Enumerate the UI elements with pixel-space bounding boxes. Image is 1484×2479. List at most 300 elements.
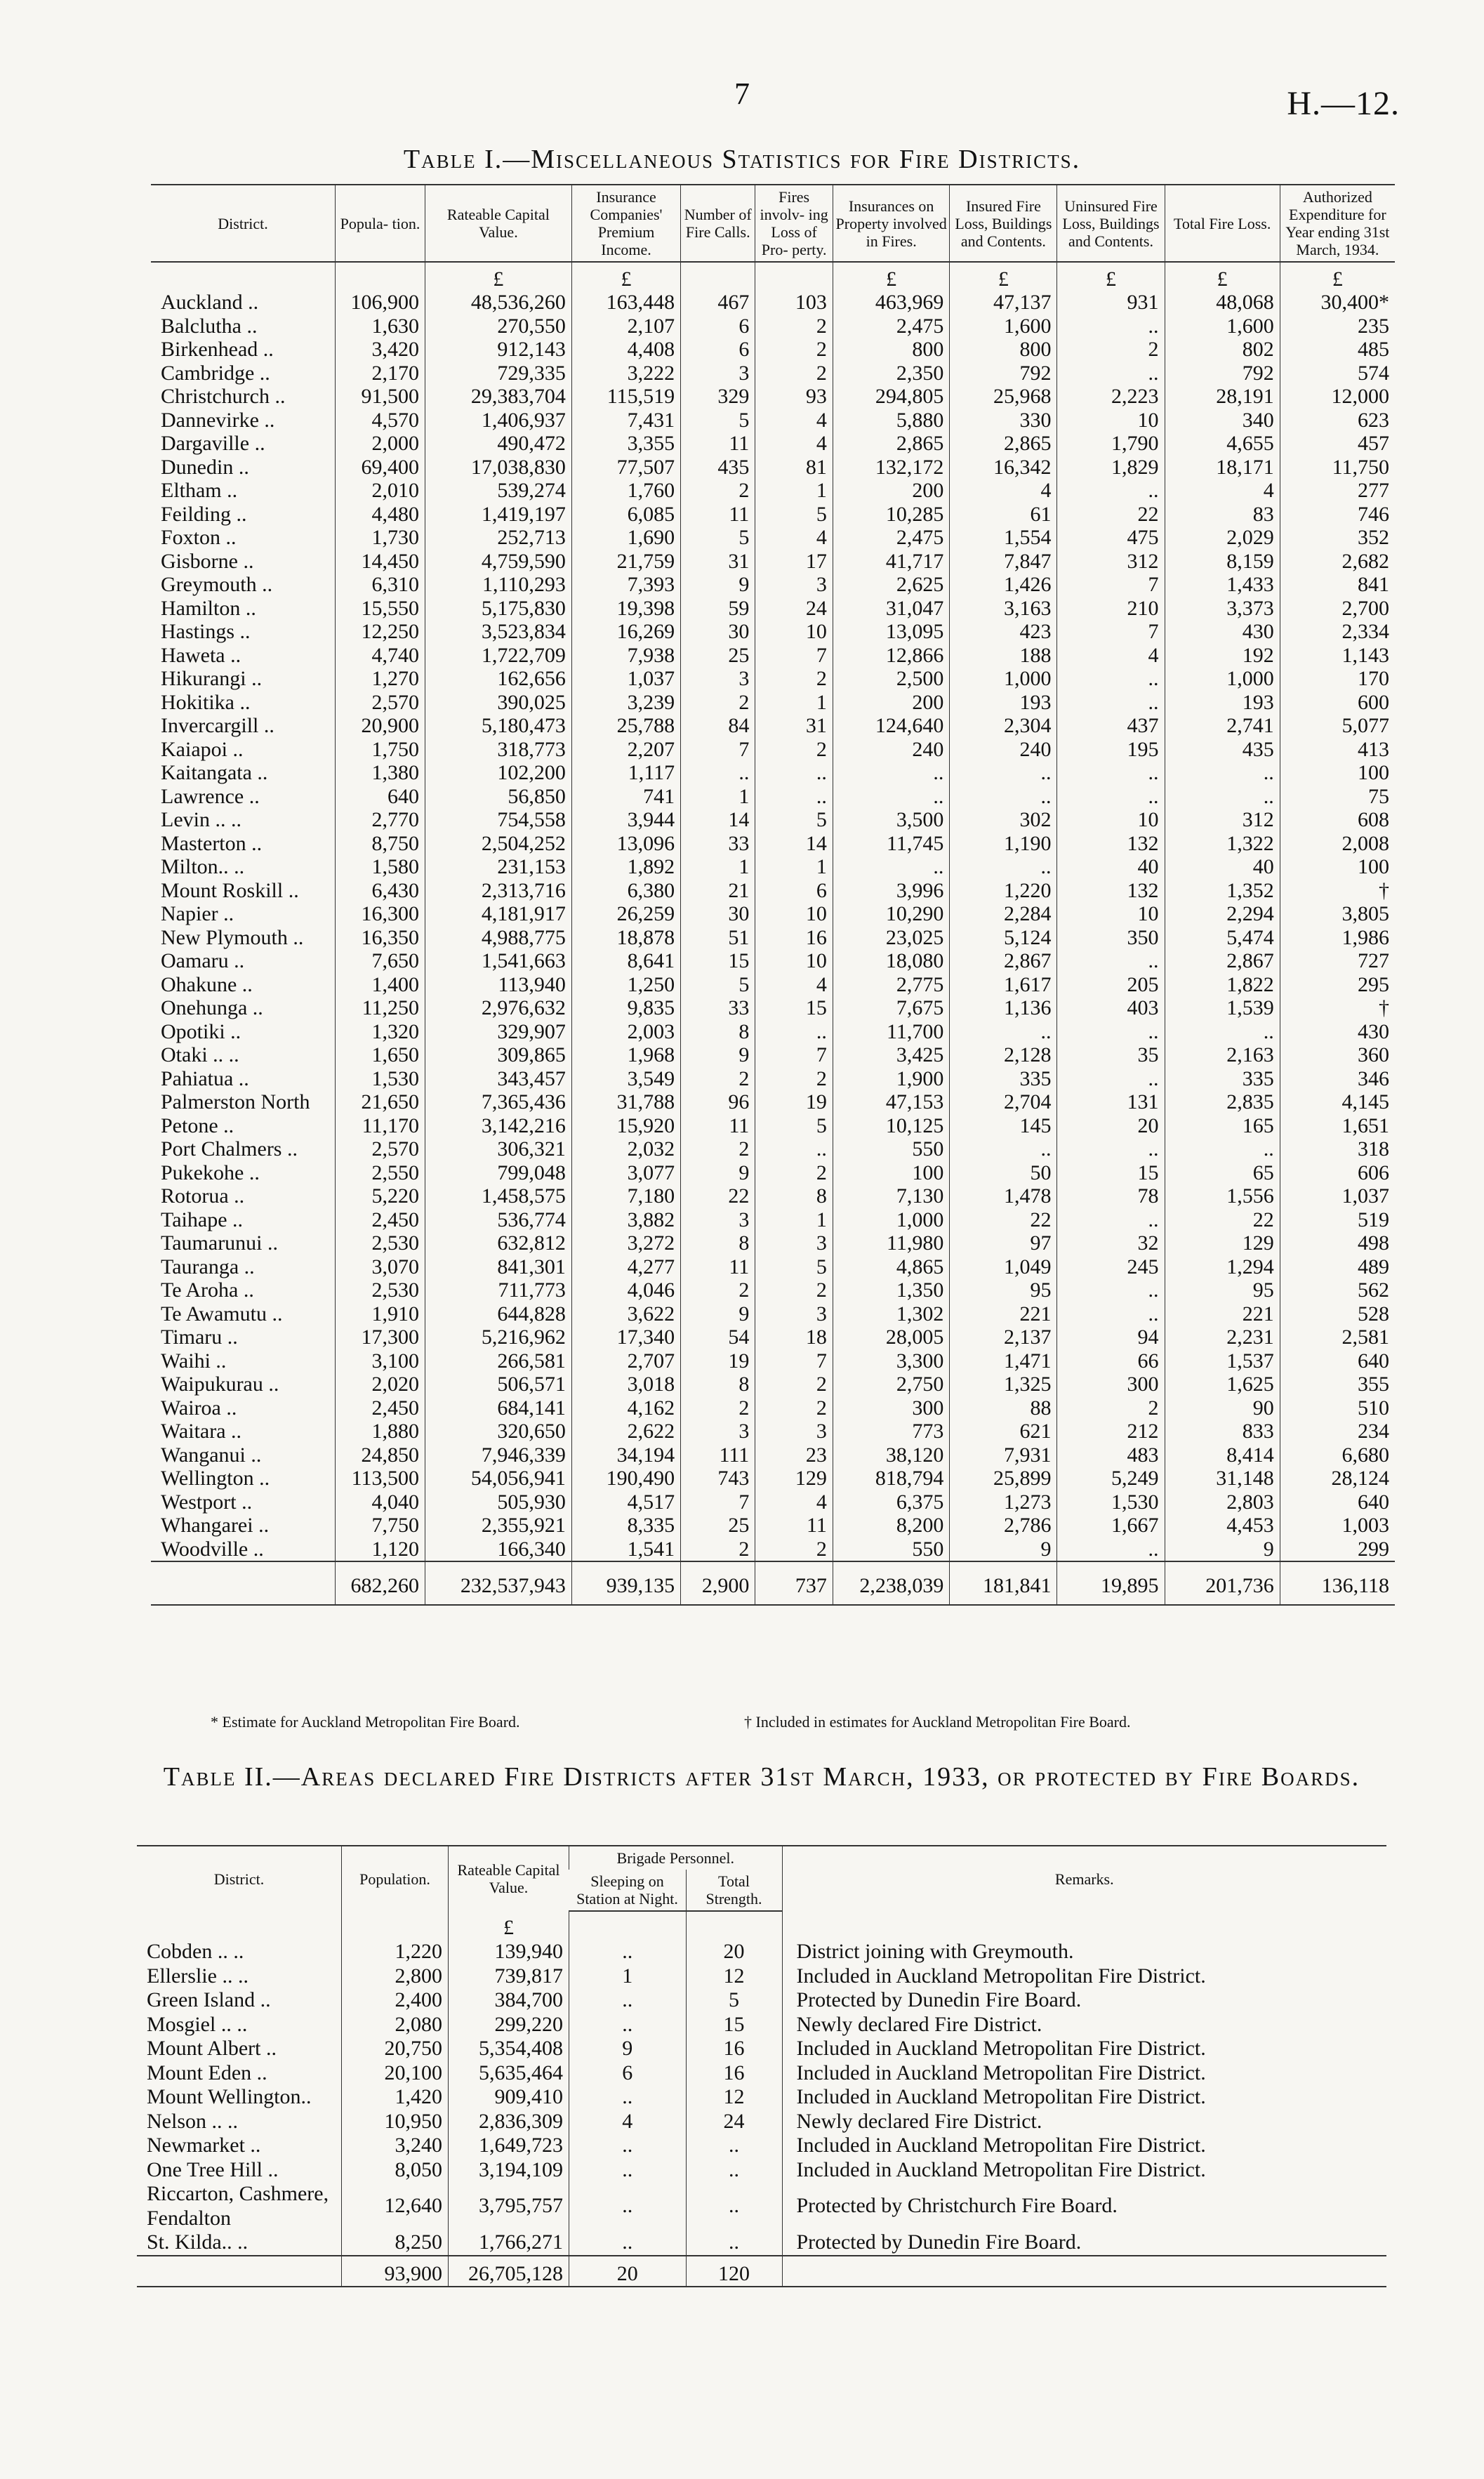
t1-cell: 2,475 [833, 315, 949, 338]
t2-total-row [137, 2256, 1386, 2287]
t1-cell: 1,822 [1165, 973, 1280, 997]
t1-cell: 8 [681, 1373, 755, 1396]
t2-population: 1,220 [342, 1940, 449, 1964]
t1-cell: 3,500 [833, 808, 949, 832]
t1-cell: 132,172 [833, 456, 949, 480]
district-name: Waihi .. [161, 1349, 227, 1373]
footnote-dagger: † Included in estimates for Auckland Metropolitan Fire Board. [744, 1713, 1131, 1731]
t1-cell: 1,110,293 [425, 573, 571, 597]
t1-cell: 11,980 [833, 1231, 949, 1255]
t1-cell: 1,651 [1280, 1114, 1395, 1138]
t1-row [151, 808, 1395, 832]
t1-cell: 931 [1057, 291, 1165, 315]
t1-cell: .. [1165, 761, 1280, 785]
t1-cell: 510 [1280, 1396, 1395, 1420]
t1-cell: 318,773 [425, 738, 571, 762]
t1-cell: 5,220 [336, 1184, 425, 1208]
t1-cell: 2,334 [1280, 620, 1395, 644]
t2-row [137, 2110, 1386, 2134]
t1-cell: 20 [1057, 1114, 1165, 1138]
district-name: Gisborne .. [161, 549, 254, 573]
t1-cell: 773 [833, 1420, 949, 1443]
t1-cell: 3,944 [571, 808, 680, 832]
district-name: Levin .. .. [161, 808, 241, 831]
t1-cell: 47,137 [950, 291, 1057, 315]
t1-row [151, 1067, 1395, 1091]
t1-unit-8: £ [1057, 262, 1165, 291]
t1-cell: 1,000 [833, 1208, 949, 1232]
t1-row [151, 1208, 1395, 1232]
t1-row [151, 949, 1395, 973]
t1-cell: 1,190 [950, 832, 1057, 856]
t1-cell: 2 [755, 667, 833, 691]
t1-cell: 2,770 [336, 808, 425, 832]
t1-cell: 11,250 [336, 996, 425, 1020]
t1-cell: 2 [755, 738, 833, 762]
district-name: Waipukurau .. [161, 1373, 279, 1396]
t1-cell: 48,068 [1165, 291, 1280, 315]
t1-cell: 2,207 [571, 738, 680, 762]
t1-cell: .. [1057, 1020, 1165, 1044]
t2-district: One Tree Hill .. [147, 2157, 279, 2181]
t2-rateable: 2,836,309 [449, 2110, 569, 2134]
t1-total-cell: 2,238,039 [833, 1561, 949, 1605]
t1-cell: 84 [681, 714, 755, 738]
t1-cell: 1,325 [950, 1373, 1057, 1396]
t1-cell: 1 [681, 785, 755, 809]
t1-cell: 640 [1280, 1349, 1395, 1373]
t1-cell: 48,536,260 [425, 291, 571, 315]
t1-cell: 100 [1280, 855, 1395, 879]
district-name: Kaiapoi .. [161, 737, 244, 761]
t1-header-7: Insured Fire Loss, Buildings and Contents. [950, 185, 1057, 262]
t1-cell: 2,581 [1280, 1326, 1395, 1349]
t1-cell: 54 [681, 1326, 755, 1349]
t1-cell: 30 [681, 620, 755, 644]
t1-cell: 25 [681, 644, 755, 668]
t1-cell: 240 [833, 738, 949, 762]
t1-cell: 11 [681, 1255, 755, 1279]
t1-row [151, 573, 1395, 597]
t1-row [151, 1020, 1395, 1044]
t1-cell: 166,340 [425, 1538, 571, 1562]
t1-cell: 90 [1165, 1396, 1280, 1420]
t1-row [151, 1278, 1395, 1302]
t1-cell: 1,003 [1280, 1514, 1395, 1538]
t1-cell: 4 [755, 409, 833, 432]
t1-header-9: Total Fire Loss. [1165, 185, 1280, 262]
t2-sleeping: .. [569, 2182, 687, 2230]
t1-cell: 205 [1057, 973, 1165, 997]
t2-header-brigade: Brigade Personnel. [569, 1846, 783, 1870]
t2-sleeping: .. [569, 2134, 687, 2158]
t1-cell: 40 [1057, 855, 1165, 879]
t1-cell: 16,269 [571, 620, 680, 644]
t1-cell: 483 [1057, 1443, 1165, 1467]
t1-cell: 2,570 [336, 1137, 425, 1161]
t1-cell: 799,048 [425, 1161, 571, 1185]
t1-cell: 403 [1057, 996, 1165, 1020]
t1-cell: 221 [950, 1302, 1057, 1326]
t1-cell: 2,976,632 [425, 996, 571, 1020]
t1-row [151, 1043, 1395, 1067]
t1-header-10: Authorized Expenditure for Year ending 31st March, 1934. [1280, 185, 1395, 262]
t2-district: Mosgiel .. .. [147, 2012, 248, 2036]
t1-cell: 2 [755, 338, 833, 362]
t1-cell: 792 [1165, 362, 1280, 385]
t1-cell: 1,220 [950, 879, 1057, 903]
t1-cell: 1,000 [950, 667, 1057, 691]
t1-cell: † [1280, 879, 1395, 903]
t1-row [151, 879, 1395, 903]
t1-cell: 2,704 [950, 1090, 1057, 1114]
t1-cell: 8 [681, 1020, 755, 1044]
t1-cell: 32 [1057, 1231, 1165, 1255]
t1-row [151, 620, 1395, 644]
t1-row [151, 667, 1395, 691]
t1-cell: 302 [950, 808, 1057, 832]
t1-cell: 536,774 [425, 1208, 571, 1232]
t1-cell: 56,850 [425, 785, 571, 809]
district-name: Birkenhead .. [161, 338, 274, 361]
t1-cell: 335 [950, 1067, 1057, 1091]
t1-cell: .. [1057, 1278, 1165, 1302]
t1-row [151, 1302, 1395, 1326]
t1-cell: 4 [755, 526, 833, 550]
t1-cell: 818,794 [833, 1467, 949, 1490]
t1-cell: 234 [1280, 1420, 1395, 1443]
district-name: Oamaru .. [161, 949, 245, 972]
t1-cell: 21,650 [336, 1090, 425, 1114]
t1-cell: 2,003 [571, 1020, 680, 1044]
t1-cell: 3,100 [336, 1349, 425, 1373]
t1-cell: 91,500 [336, 385, 425, 409]
t1-cell: 1 [681, 855, 755, 879]
t1-cell: 6,380 [571, 879, 680, 903]
t1-cell: 28,005 [833, 1326, 949, 1349]
t1-cell: 5 [755, 1255, 833, 1279]
t1-cell: 2,450 [336, 1208, 425, 1232]
t1-cell: 435 [1165, 738, 1280, 762]
t1-cell: 7 [755, 1349, 833, 1373]
t1-cell: 3,142,216 [425, 1114, 571, 1138]
district-name: Dargaville .. [161, 432, 265, 455]
t1-cell: .. [681, 761, 755, 785]
t1-cell: 11 [681, 503, 755, 527]
t1-cell: 4,040 [336, 1490, 425, 1514]
t2-rateable: 5,635,464 [449, 2061, 569, 2086]
t1-cell: 2,622 [571, 1420, 680, 1443]
t1-header-8: Uninsured Fire Loss, Buildings and Contents. [1057, 185, 1165, 262]
district-name: Mount Roskill .. [161, 878, 299, 902]
district-name: Dannevirke .. [161, 408, 275, 432]
t1-header-1: Popula- tion. [336, 185, 425, 262]
t1-cell: 608 [1280, 808, 1395, 832]
t1-cell: 165 [1165, 1114, 1280, 1138]
t1-cell: 833 [1165, 1420, 1280, 1443]
district-name: Tauranga .. [161, 1255, 255, 1278]
t1-cell: .. [1057, 949, 1165, 973]
t1-cell: 505,930 [425, 1490, 571, 1514]
t2-remark: Included in Auckland Metropolitan Fire District. [782, 1964, 1386, 1989]
t1-cell: 15 [1057, 1161, 1165, 1185]
t1-cell: 329 [681, 385, 755, 409]
t1-row [151, 1161, 1395, 1185]
t2-total: 12 [686, 1964, 782, 1989]
t1-cell: 741 [571, 785, 680, 809]
t1-cell: 1,760 [571, 479, 680, 503]
t2-remark: Included in Auckland Metropolitan Fire District. [782, 2158, 1386, 2183]
t1-cell: 3,077 [571, 1161, 680, 1185]
t1-cell: 4,453 [1165, 1514, 1280, 1538]
t1-cell: 1,320 [336, 1020, 425, 1044]
t1-cell: 30 [681, 902, 755, 926]
t1-total-cell: 232,537,943 [425, 1561, 571, 1605]
t1-cell: 235 [1280, 315, 1395, 338]
t1-cell: 47,153 [833, 1090, 949, 1114]
t1-cell: 188 [950, 644, 1057, 668]
t1-cell: 318 [1280, 1137, 1395, 1161]
t1-cell: 9 [681, 573, 755, 597]
t1-cell: .. [950, 785, 1057, 809]
t2-header-remarks: Remarks. [782, 1846, 1386, 1911]
t1-cell: 10 [1057, 902, 1165, 926]
t1-cell: 2 [1057, 338, 1165, 362]
t2-row [137, 2037, 1386, 2061]
t2-population: 8,250 [342, 2230, 449, 2256]
table1-header-row [151, 185, 1395, 262]
t2-row [137, 1964, 1386, 1989]
table1-title: Table I.—Miscellaneous Statistics for Fire Districts. [403, 145, 1081, 174]
t1-cell: 528 [1280, 1302, 1395, 1326]
t1-cell: 10,125 [833, 1114, 949, 1138]
t1-cell: 30,400* [1280, 291, 1395, 315]
t2-remark: Newly declared Fire District. [782, 2110, 1386, 2134]
t1-cell: 1 [755, 479, 833, 503]
page-number: 7 [734, 77, 750, 111]
t2-total: 15 [686, 2013, 782, 2037]
t1-cell: 430 [1165, 620, 1280, 644]
t1-cell: 7,750 [336, 1514, 425, 1538]
t1-cell: 19 [681, 1349, 755, 1373]
t1-cell: 13,096 [571, 832, 680, 856]
t1-unit-1 [336, 262, 425, 291]
t1-cell: 1,625 [1165, 1373, 1280, 1396]
district-name: Ohakune .. [161, 972, 253, 996]
t2-remark: Protected by Dunedin Fire Board. [782, 2230, 1386, 2256]
t1-cell: 17 [755, 550, 833, 574]
t2-header-total: Total Strength. [686, 1870, 782, 1911]
t1-cell: 31,788 [571, 1090, 680, 1114]
t1-cell: .. [1057, 479, 1165, 503]
t1-cell: 25,968 [950, 385, 1057, 409]
t1-cell: 9 [950, 1538, 1057, 1562]
t1-cell: 8 [681, 1231, 755, 1255]
t1-cell: 1,600 [1165, 315, 1280, 338]
t1-cell: .. [950, 855, 1057, 879]
t1-row [151, 855, 1395, 879]
t1-cell: 16 [755, 926, 833, 950]
district-name: Wanganui .. [161, 1443, 262, 1467]
district-name: Christchurch .. [161, 385, 286, 408]
t2-rateable: 139,940 [449, 1940, 569, 1964]
t1-cell: 22 [1057, 503, 1165, 527]
t1-cell: 1,037 [571, 667, 680, 691]
t1-cell: 1,322 [1165, 832, 1280, 856]
t1-cell: 3,549 [571, 1067, 680, 1091]
t1-row [151, 1373, 1395, 1396]
district-name: Invercargill .. [161, 714, 274, 737]
t1-cell: 606 [1280, 1161, 1395, 1185]
t1-cell: 1,690 [571, 526, 680, 550]
t1-cell: 77,507 [571, 456, 680, 480]
t1-cell: .. [1057, 1067, 1165, 1091]
t1-row [151, 550, 1395, 574]
t1-cell: 574 [1280, 362, 1395, 385]
t1-cell: 1,250 [571, 973, 680, 997]
t1-cell: 2 [681, 1067, 755, 1091]
t1-cell: 28,191 [1165, 385, 1280, 409]
t1-cell: 21,759 [571, 550, 680, 574]
t1-cell: 33 [681, 832, 755, 856]
t1-row [151, 409, 1395, 432]
t2-total-cell [782, 2256, 1386, 2287]
t1-cell: 14,450 [336, 550, 425, 574]
t1-cell: 132 [1057, 832, 1165, 856]
t1-cell: 113,940 [425, 973, 571, 997]
t1-cell: 435 [681, 456, 755, 480]
t2-total-cell [137, 2256, 342, 2287]
t1-cell: 11,745 [833, 832, 949, 856]
district-name: Woodville .. [161, 1537, 264, 1561]
t1-cell: 3 [681, 1208, 755, 1232]
t1-cell: 3 [681, 362, 755, 385]
t1-row [151, 1255, 1395, 1279]
district-name: Wellington .. [161, 1467, 270, 1490]
district-name: Milton.. .. [161, 855, 245, 878]
t1-cell: 2,032 [571, 1137, 680, 1161]
t1-cell: 28,124 [1280, 1467, 1395, 1490]
t1-cell: 10 [755, 620, 833, 644]
t1-cell: 15,550 [336, 597, 425, 621]
t1-cell: 106,900 [336, 291, 425, 315]
t1-unit-0 [151, 262, 336, 291]
t1-cell: 1,136 [950, 996, 1057, 1020]
t1-cell: 754,558 [425, 808, 571, 832]
t1-cell: 746 [1280, 503, 1395, 527]
t1-cell: .. [1057, 1137, 1165, 1161]
t2-total: 20 [686, 1940, 782, 1964]
t1-cell: 330 [950, 409, 1057, 432]
t1-cell: 7,130 [833, 1184, 949, 1208]
t1-cell: 3 [681, 1420, 755, 1443]
t1-cell: 65 [1165, 1161, 1280, 1185]
t1-row [151, 1184, 1395, 1208]
t1-cell: 2,865 [950, 432, 1057, 456]
t1-unit-3: £ [571, 262, 680, 291]
t1-cell: 15 [755, 996, 833, 1020]
t1-cell: 1,556 [1165, 1184, 1280, 1208]
t1-cell: 3,622 [571, 1302, 680, 1326]
t1-cell: 170 [1280, 667, 1395, 691]
t1-header-4: Number of Fire Calls. [681, 185, 755, 262]
t1-cell: 21 [681, 879, 755, 903]
t1-cell: 50 [950, 1161, 1057, 1185]
t1-cell: 221 [1165, 1302, 1280, 1326]
t1-cell: 1,120 [336, 1538, 425, 1562]
district-name: Feilding .. [161, 502, 247, 526]
t1-cell: .. [833, 855, 949, 879]
t1-cell: 1,273 [950, 1490, 1057, 1514]
district-name: Timaru .. [161, 1326, 238, 1349]
t1-cell: .. [1057, 315, 1165, 338]
t1-cell: 4 [1057, 644, 1165, 668]
t1-cell: 489 [1280, 1255, 1395, 1279]
t1-cell: 200 [833, 691, 949, 715]
t1-cell: 7,847 [950, 550, 1057, 574]
t1-total-cell: 2,900 [681, 1561, 755, 1605]
t1-row [151, 1349, 1395, 1373]
t1-cell: 8,750 [336, 832, 425, 856]
district-name: Pukekohe .. [161, 1161, 260, 1184]
t1-cell: 78 [1057, 1184, 1165, 1208]
t1-cell: 31 [755, 714, 833, 738]
t2-sleeping: 6 [569, 2061, 687, 2086]
t1-cell: 6,680 [1280, 1443, 1395, 1467]
t1-cell: 11,170 [336, 1114, 425, 1138]
t2-row [137, 2085, 1386, 2110]
t1-cell: 490,472 [425, 432, 571, 456]
t1-cell: 343,457 [425, 1067, 571, 1091]
t1-row [151, 714, 1395, 738]
t2-rateable: 3,194,109 [449, 2158, 569, 2183]
t1-cell: 88 [950, 1396, 1057, 1420]
t1-cell: 1,471 [950, 1349, 1057, 1373]
t1-cell: 2 [755, 362, 833, 385]
t1-cell: 1,537 [1165, 1349, 1280, 1373]
t1-cell: 2,313,716 [425, 879, 571, 903]
t1-cell: 3,300 [833, 1349, 949, 1373]
t1-cell: 3,163 [950, 597, 1057, 621]
district-name: New Plymouth .. [161, 925, 304, 949]
t1-cell: 7,946,339 [425, 1443, 571, 1467]
t1-cell: 550 [833, 1137, 949, 1161]
t1-cell: 3,018 [571, 1373, 680, 1396]
t2-total: .. [686, 2134, 782, 2158]
t1-cell: 266,581 [425, 1349, 571, 1373]
t1-cell: 7,931 [950, 1443, 1057, 1467]
t2-population: 12,640 [342, 2182, 449, 2230]
t1-row [151, 315, 1395, 338]
t1-cell: 11,700 [833, 1020, 949, 1044]
t1-cell: 2,170 [336, 362, 425, 385]
t1-cell: 2,786 [950, 1514, 1057, 1538]
t1-cell: 684,141 [425, 1396, 571, 1420]
t1-cell: 3,222 [571, 362, 680, 385]
t1-cell: 2,750 [833, 1373, 949, 1396]
t1-cell: 390,025 [425, 691, 571, 715]
t1-cell: 15,920 [571, 1114, 680, 1138]
t2-row [137, 2230, 1386, 2256]
t1-cell: 2,020 [336, 1373, 425, 1396]
t1-cell: 23 [755, 1443, 833, 1467]
t1-row [151, 1420, 1395, 1443]
t1-cell: 11,750 [1280, 456, 1395, 480]
t1-cell: 4 [1165, 479, 1280, 503]
t2-district: St. Kilda.. .. [147, 2230, 249, 2254]
t1-row [151, 973, 1395, 997]
t1-cell: 1,617 [950, 973, 1057, 997]
